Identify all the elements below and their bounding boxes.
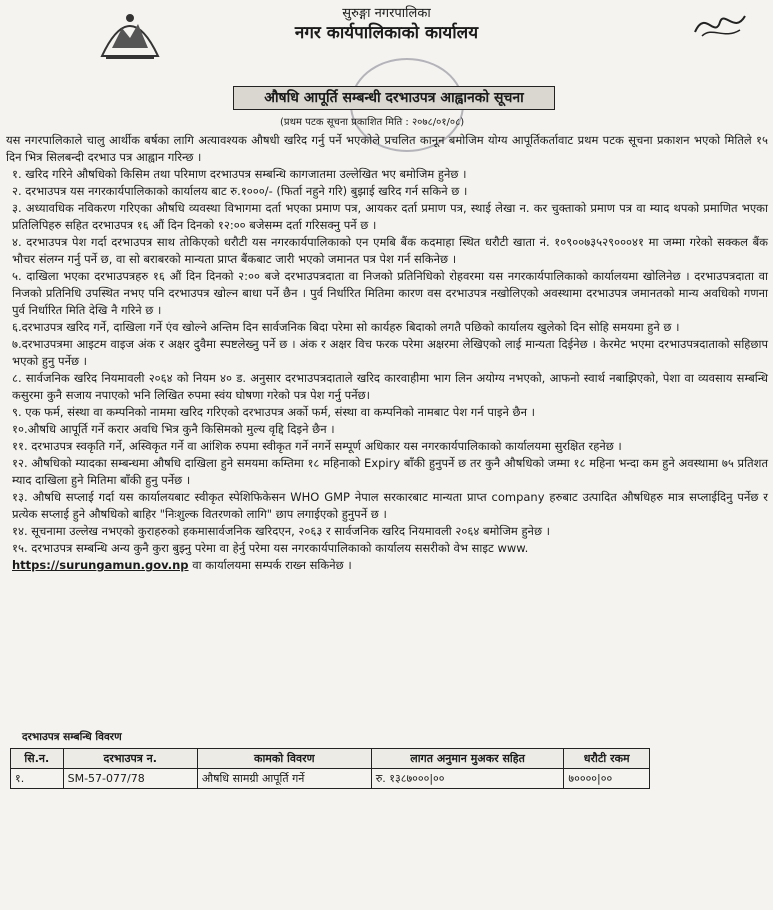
municipality-name: सुरुङ्गा नगरपालिका: [342, 6, 431, 21]
clause-1: १. खरिद गरिने औषधिको किसिम तथा परिमाण दरभाउपत्र सम्बन्धि कागजातमा उल्लेखित भए बमोजिम हुनेछ ।: [12, 167, 467, 181]
cell-work-description: औषधि सामग्री आपूर्ति गर्ने: [197, 769, 371, 789]
clause-15-contact: [6, 557, 768, 574]
clause-4: ४. दरभाउपत्र पेश गर्दा दरभाउपत्र साथ तोकिएको धरौटी यस नगरकार्यपालिकाको एन एमबि बैंक कदमाहा स्थित धरौटी खाता नं. १०९००७३५२९०००४१ मा जम्मा गरेको सक्कल बैंक भौचर संलग्न गर्नु पर्ने छ, वा सो बराबरको मान्यता प्राप्त बैंकबाट जारी भएको जमानत पत्र पेश गर्न सकिनेछ ।: [12, 235, 768, 266]
clause-14: १४. सूचनामा उल्लेख नभएको कुराहरुको हकमासार्वजनिक खरिदएन, २०६३ र सार्वजनिक खरिद नियमावली २०६४ बमोजिम हुनेछ ।: [12, 524, 551, 538]
clause-11: ११. दरभाउपत्र स्वकृति गर्ने, अस्विकृत गर्ने वा आंशिक रुपमा स्वीकृत गर्ने नगर्ने सम्पूर्ण अधिकार यस नगरकार्यपालिकाको कार्यालयमा सुरक्षित रहनेछ ।: [12, 439, 622, 453]
clause-13: १३. औषधि सप्लाई गर्दा यस कार्यालयबाट स्वीकृत स्पेशिफिकेसन WHO GMP नेपाल सरकारबाट मान्यता प्राप्त company हरुबाट उत्पादित औषधिहरु मात्र सप्लाईदिनु पर्नेछ र प्रत्येक सप्लाई हुने औषधिको बाहिर "निःशुल्क वितरणको लागि" छाप लगाईएको हुनुपर्ने छ ।: [12, 490, 768, 521]
header-serial: सि.न.: [11, 749, 64, 769]
header-cost-estimate: लागत अनुमान मुअकर सहित: [371, 749, 564, 769]
notice-title: औषधि आपूर्ति सम्बन्धी दरभाउपत्र आह्वानको सूचना: [233, 86, 555, 110]
closing-text: वा कार्यालयमा सम्पर्क राख्न सकिनेछ ।: [188, 558, 352, 572]
header-bid-number: दरभाउपत्र न.: [63, 749, 197, 769]
table-caption: दरभाउपत्र सम्बन्धि विवरण: [22, 731, 122, 743]
office-name: नगर कार्यपालिकाको कार्यालय: [294, 23, 479, 43]
cell-bid-number: SM-57-077/78: [63, 769, 197, 789]
clause-15: १५. दरभाउपत्र सम्बन्धि अन्य कुनै कुरा बुझ्नु परेमा वा हेर्नु परेमा यस नगरकार्यपालिकाको कार्यालय ससरीको वेभ साइट www.: [12, 541, 529, 555]
clause-12: १२. औषधिको म्यादका सम्बन्धमा औषधि दाखिला हुने समयमा कम्तिमा १८ महिनाको Expiry बाँकी हुनुपर्ने छ तर कुनै औषधिको जम्मा १८ महिना भन्दा कम हुने अवस्थामा ७५ प्रतिशत म्याद दाखिला हुने मितिमा बाँकी हुनु पर्नेछ ।: [12, 456, 768, 487]
notice-intro: यस नगरपालिकाले चालु आर्थीक बर्षका लागि अत्यावश्यक औषधी खरिद गर्नु पर्ने भएकोले प्रचलित कानून बमोजिम योग्य आपूर्तिकर्तावाट प्रथम पटक सूचना प्रकाशन भएको मितिले १५ दिन भित्र सिलबन्दी दरभाउ पत्र आह्वान गरिन्छ ।: [6, 133, 768, 164]
clause-10: १०.औषधि आपूर्ति गर्ने करार अवधि भित्र कुनै किसिमको मुल्य वृद्दि दिइने छैन ।: [12, 422, 335, 436]
clause-2: २. दरभाउपत्र यस नगरकार्यपालिकाको कार्यालय बाट रु.१०००/- (फिर्ता नहुने गरि) बुझाई खरिद गर्न सकिने छ ।: [12, 184, 468, 198]
header-work-description: कामको विवरण: [197, 749, 371, 769]
table-header-row: [11, 749, 650, 769]
clause-8: ८. सार्वजनिक खरिद नियमावली २०६४ को नियम ४० ड. अनुसार दरभाउपत्रदाताले खरिद कारवाहीमा भाग लिन अयोग्य नभएको, आफनो स्वार्थ नबाझिएको, पेशा वा व्यवसाय सम्बन्धि कसुरमा कुनै सजाय नपाएको भनि लिखित रुपमा स्वंय घोषणा गरेको पत्र पेश गर्नु पर्नेछ।: [12, 371, 768, 402]
cell-cost-estimate: रु. १३८७०००|००: [371, 769, 564, 789]
cell-deposit-amount: ७००००|००: [564, 769, 650, 789]
clause-6: ६.दरभाउपत्र खरिद गर्ने, दाखिला गर्ने एंव खोल्ने अन्तिम दिन सार्वजनिक बिदा परेमा सो कार्यहरु बिदाको लगतै पछिको कार्यालय खुलेको दिन सोहि समयमा हुने छ ।: [12, 320, 680, 334]
clause-5: ५. दाखिला भएका दरभाउपत्रहरु १६ औं दिन दिनको २:०० बजे दरभाउपत्रदाता वा निजको प्रतिनिधिको रोहवरमा यस नगरकार्यपालिकाको कार्यालयमा खोलिनेछ । दरभाउपत्रदाता वा निजको प्रतिनिधि उपस्थित नभए पनि दरभाउपत्र खोल्न बाधा पर्ने छैन । पुर्व निर्धारित मितिमा कारण वस दरभाउपत्र नखोलिएको अवस्थामा दरभाउपत्र जमानतको मान्य अवधिको गणना पुर्व निर्धारित मिति देखि नै गरिने छ ।: [12, 269, 768, 317]
cell-serial: १.: [11, 769, 64, 789]
header-deposit-amount: धरौटी रकम: [564, 749, 650, 769]
table-row: [11, 769, 650, 789]
clause-3: ३. अध्यावधिक नविकरण गरिएका औषधि व्यवस्था विभागमा दर्ता भएका प्रमाण पत्र, आयकर दर्ता प्रमाण पत्र, स्थाई लेखा न. कर चुक्ताको प्रमाण पत्र वा म्याद थपको प्रमाणित भएका प्रतिलिपिहरु सहित दरभाउपत्र १६ औं दिन दिनको १२:०० बजेसम्म दर्ता गरिसक्नु पर्ने छ ।: [12, 201, 768, 232]
website-link[interactable]: https://surungamun.gov.np: [12, 558, 189, 572]
tender-table: [10, 748, 650, 789]
notice-body: [6, 132, 768, 574]
clause-9: ९. एक फर्म, संस्था वा कम्पनिको नाममा खरिद गरिएको दरभाउपत्र अर्को फर्म, संस्था वा कम्पनिको नामबाट पेश गर्न पाइने छैन ।: [12, 405, 535, 419]
notice-subtitle: (प्रथम पटक सूचना प्रकाशित मिति : २०७८/०१/०८): [280, 117, 465, 128]
clause-7: ७.दरभाउपत्रमा आइटम वाइज अंक र अक्षर दुवैमा स्पष्टलेख्नु पर्ने छ । अंक र अक्षर विच फरक परेमा अक्षरमा लेखिएको लाई मान्यता दिईनेछ । केरमेट भएमा दरभाउपत्रदाताको सहिछाप भएको हुनु पर्नेछ ।: [12, 337, 768, 368]
